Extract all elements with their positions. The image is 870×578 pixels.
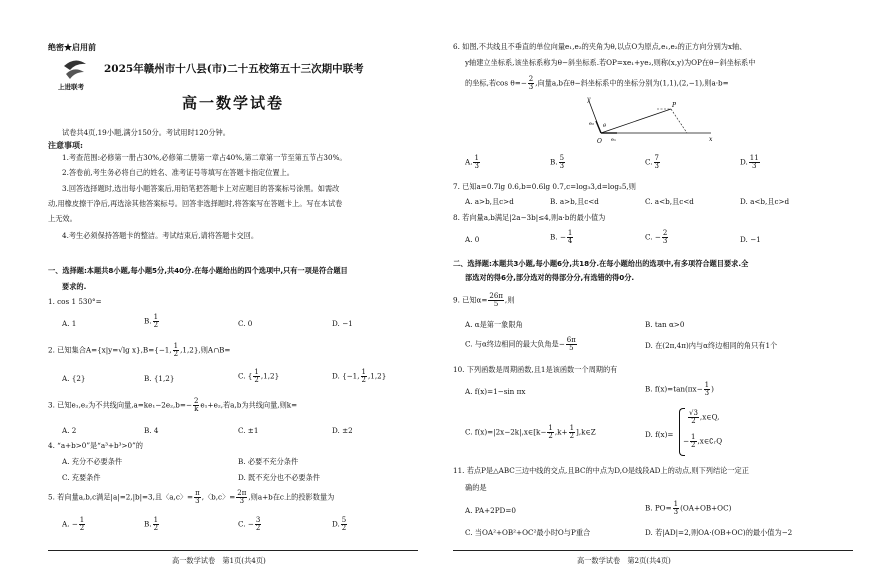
q7-option-c[interactable]: C. a<b,且c<d [645,197,694,206]
q2-option-b[interactable]: B. {1,2} [144,374,175,383]
q6-line1: 6. 如图,不共线且不垂直的单位向量e₁,e₂的夹角为θ,以点O为原点,e₁,e₂的正方向分别为x轴、 [453,42,747,51]
q8-option-d[interactable]: D. −1 [740,235,761,244]
q6-option-a[interactable]: A. $\frac{1}{3}$ [465,154,479,170]
page-title: 高一数学试卷 [182,94,285,112]
notice-item: 动,用橡皮擦干净后,再选涂其他答案标号。回答非选择题时,将答案写在答题卡上。写在本试卷 [48,199,343,208]
op-vector [601,109,671,133]
q11-option-c[interactable]: C. 当OA²+OB²+OC²最小时O与P重合 [465,528,591,537]
section2-title: 二、选择题:本题共3小题,每小题6分,共18分.在每小题给出的选项中,有多项符合题目要求.全 [453,259,749,268]
q11-line1: 11. 若点P是△ABC三边中线的交点,且BC的中点为D,O是线段AD上的动点,则下列结论一定正 [453,466,749,475]
q7-option-a[interactable]: A. a>b,且c>d [465,197,514,206]
q6-option-d[interactable]: D. $\frac{11}{3}$ [740,154,759,170]
section1-title: 一、选择题:本题共8小题,每小题5分,共40分.在每小题给出的四个选项中,只有一项是符合题目 [48,266,348,275]
q4-option-d[interactable]: D. 既不充分也不必要条件 [238,473,320,482]
q2-stem: 2. 已知集合A={x|y=√lg x},B={−1, $\frac{1}{2}$ ,1,2},则A∩B= [48,342,231,358]
q10-d-case2: − $\frac{1}{2}$ ,x∈∁ᵣQ [683,433,723,449]
logo-text: 上进联考 [58,83,84,91]
q9-option-c[interactable]: C. 与α终边相同的最大负角是− $\frac{6\pi}{5}$ [465,336,576,352]
q6-option-b[interactable]: B. $\frac{5}{3}$ [550,154,565,170]
q11-option-b[interactable]: B. PO= $\frac{1}{3}$ (OA+OB+OC) [645,500,732,516]
footer-left: 高一数学试卷 第1页(共4页) [172,556,266,565]
q1-stem: 1. cos 1 530°= [48,297,102,306]
q5-option-a[interactable]: A. − $\frac{1}{2}$ [62,516,85,532]
footer-divider [453,550,853,551]
q3-stem: 3. 已知e₁,e₂为不共线向量,a=ke₁−2e₂,b=− $\frac{2}{k}$ e₁+e₂,若a,b为共线向量,则k= [48,397,298,413]
q5-option-d[interactable]: D. $\frac{5}{2}$ [332,516,347,532]
q9-option-a[interactable]: A. α是第一象限角 [465,320,523,329]
q10-option-d[interactable]: D. f(x)= [645,430,674,439]
q1-option-c[interactable]: C. 0 [238,319,253,328]
q2-option-a[interactable]: A. {2} [62,374,86,383]
q10-option-a[interactable]: A. f(x)=1−sin πx [465,387,526,396]
e2-vector [596,121,601,133]
q9-option-d[interactable]: D. 在(2π,4π)内与α终边相同的角只有1个 [645,341,778,350]
footer-divider [48,550,418,551]
q3-option-c[interactable]: C. ±1 [238,426,259,435]
q5-option-c[interactable]: C. − $\frac{3}{2}$ [238,516,261,532]
notice-item: 4.考生必须保持答题卡的整洁。考试结束后,请将答题卡交回。 [62,231,259,240]
right-page [435,0,870,578]
q8-option-b[interactable]: B. − $\frac{1}{4}$ [550,229,573,245]
q1-option-a[interactable]: A. 1 [62,319,77,328]
q4-stem: 4. “a+b>0”是“a³+b³>0”的 [48,441,143,450]
q10-stem: 10. 下列函数是周期函数,且1是该函数一个周期的有 [453,365,618,374]
label-p: P [672,102,677,109]
q10-d-case1: $\frac{√3}{2}$ ,x∈Q, [689,409,720,425]
section1-title2: 要求的. [62,282,87,291]
q2-option-c[interactable]: C. { $\frac{1}{2}$ ,1,2} [238,368,280,384]
q1-option-b[interactable]: B. $\frac{1}{2}$ [144,313,159,329]
q3-option-d[interactable]: D. ±2 [332,426,353,435]
q6-line2: y轴建立坐标系,该坐标系称为θ−斜坐标系.若OP=xe₁+ye₂,则称(x,y)为OP在θ−斜坐标系中 [465,58,756,67]
q11-option-d[interactable]: D. 若|AD|=2,则OA·(OB+OC)的最小值为−2 [645,528,793,537]
label-e1: e₁ [611,137,616,143]
footer-right: 高一数学试卷 第2页(共4页) [577,556,671,565]
label-theta: θ [603,123,607,129]
q8-stem: 8. 若向量a,b满足|2a−3b|≤4,则a·b的最小值为 [453,213,606,222]
section2-title2: 部选对的得6分,部分选对的得部分分,有选错的得0分. [465,273,635,282]
q9-stem: 9. 已知α= $\frac{26\pi}{5}$ ,则 [453,292,515,308]
label-y: y [587,96,591,103]
q5-stem: 5. 若向量a,b,c满足|a|=2,|b|=3,且〈a,c〉= $\frac{\pi}{3}$ ,〈b,c〉= $\frac{2\pi}{3}$ ,则a+b在c上的投影数量为 [48,489,335,505]
notice-title: 注意事项: [48,140,83,150]
secret-label: 绝密★启用前 [48,42,96,52]
exam-info: 试卷共4页,19小题,满分150分。考试用时120分钟。 [62,128,230,137]
q11-option-a[interactable]: A. PA+2PD=0 [465,506,516,515]
notice-item: 1.考查范围:必修第一册占30%,必修第二册第一章占40%,第二章第一节至第五节占30%。 [62,153,347,162]
q10-option-c[interactable]: C. f(x)=|2x−2k|,x∈[k− $\frac{1}{2}$ ,k+ $\frac{1}{2}$ ],k∈Z [465,424,596,440]
label-o: O [597,138,602,145]
q7-option-d[interactable]: D. a<b,且c>d [740,197,790,206]
q9-option-b[interactable]: B. tan α>0 [645,320,685,329]
notice-item: 上无效。 [48,214,77,223]
q8-option-a[interactable]: A. 0 [465,235,480,244]
q6-option-c[interactable]: C. $\frac{7}{3}$ [645,154,659,170]
q2-option-d[interactable]: D. {−1, $\frac{1}{2}$ ,1,2} [332,368,387,384]
q11-line2: 确的是 [465,483,487,492]
q3-option-b[interactable]: B. 4 [144,426,159,435]
q4-option-b[interactable]: B. 必要不充分条件 [238,457,299,466]
notice-item: 2.答卷前,考生务必将自己的姓名、准考证号等填写在答题卡指定位置上。 [62,168,294,177]
q5-option-b[interactable]: B. $\frac{1}{2}$ [144,516,159,532]
q7-stem: 7. 已知a=0.7lg 0.6,b=0.6lg 0.7,c=log₃3,d=log₂5,则 [453,182,636,191]
q4-option-a[interactable]: A. 充分不必要条件 [62,457,123,466]
q1-option-d[interactable]: D. −1 [332,319,353,328]
dashed-guide [671,109,687,133]
q3-option-a[interactable]: A. 2 [62,426,77,435]
q8-option-c[interactable]: C. − $\frac{2}{3}$ [645,229,668,245]
label-x: x [709,136,713,143]
q4-option-c[interactable]: C. 充要条件 [62,473,101,482]
q6-line3: 的坐标,若cos θ=− $\frac{2}{3}$ ,向量a,b在θ−斜坐标系中的坐标分别为(1,1),(2,−1),则a·b= [465,75,729,91]
q6-diagram [587,95,717,151]
q7-option-b[interactable]: B. a>b,且c<d [550,197,599,206]
exam-name: 2025年赣州市十八县(市)二十五校第五十三次期中联考 [104,63,364,75]
q10-option-b[interactable]: B. f(x)=tan(πx− $\frac{1}{3}$ ) [645,381,714,397]
label-e2: e₂ [589,121,594,127]
notice-item: 3.回答选择题时,选出每小题答案后,用铅笔把答题卡上对应题目的答案标号涂黑。如需改 [62,184,340,193]
